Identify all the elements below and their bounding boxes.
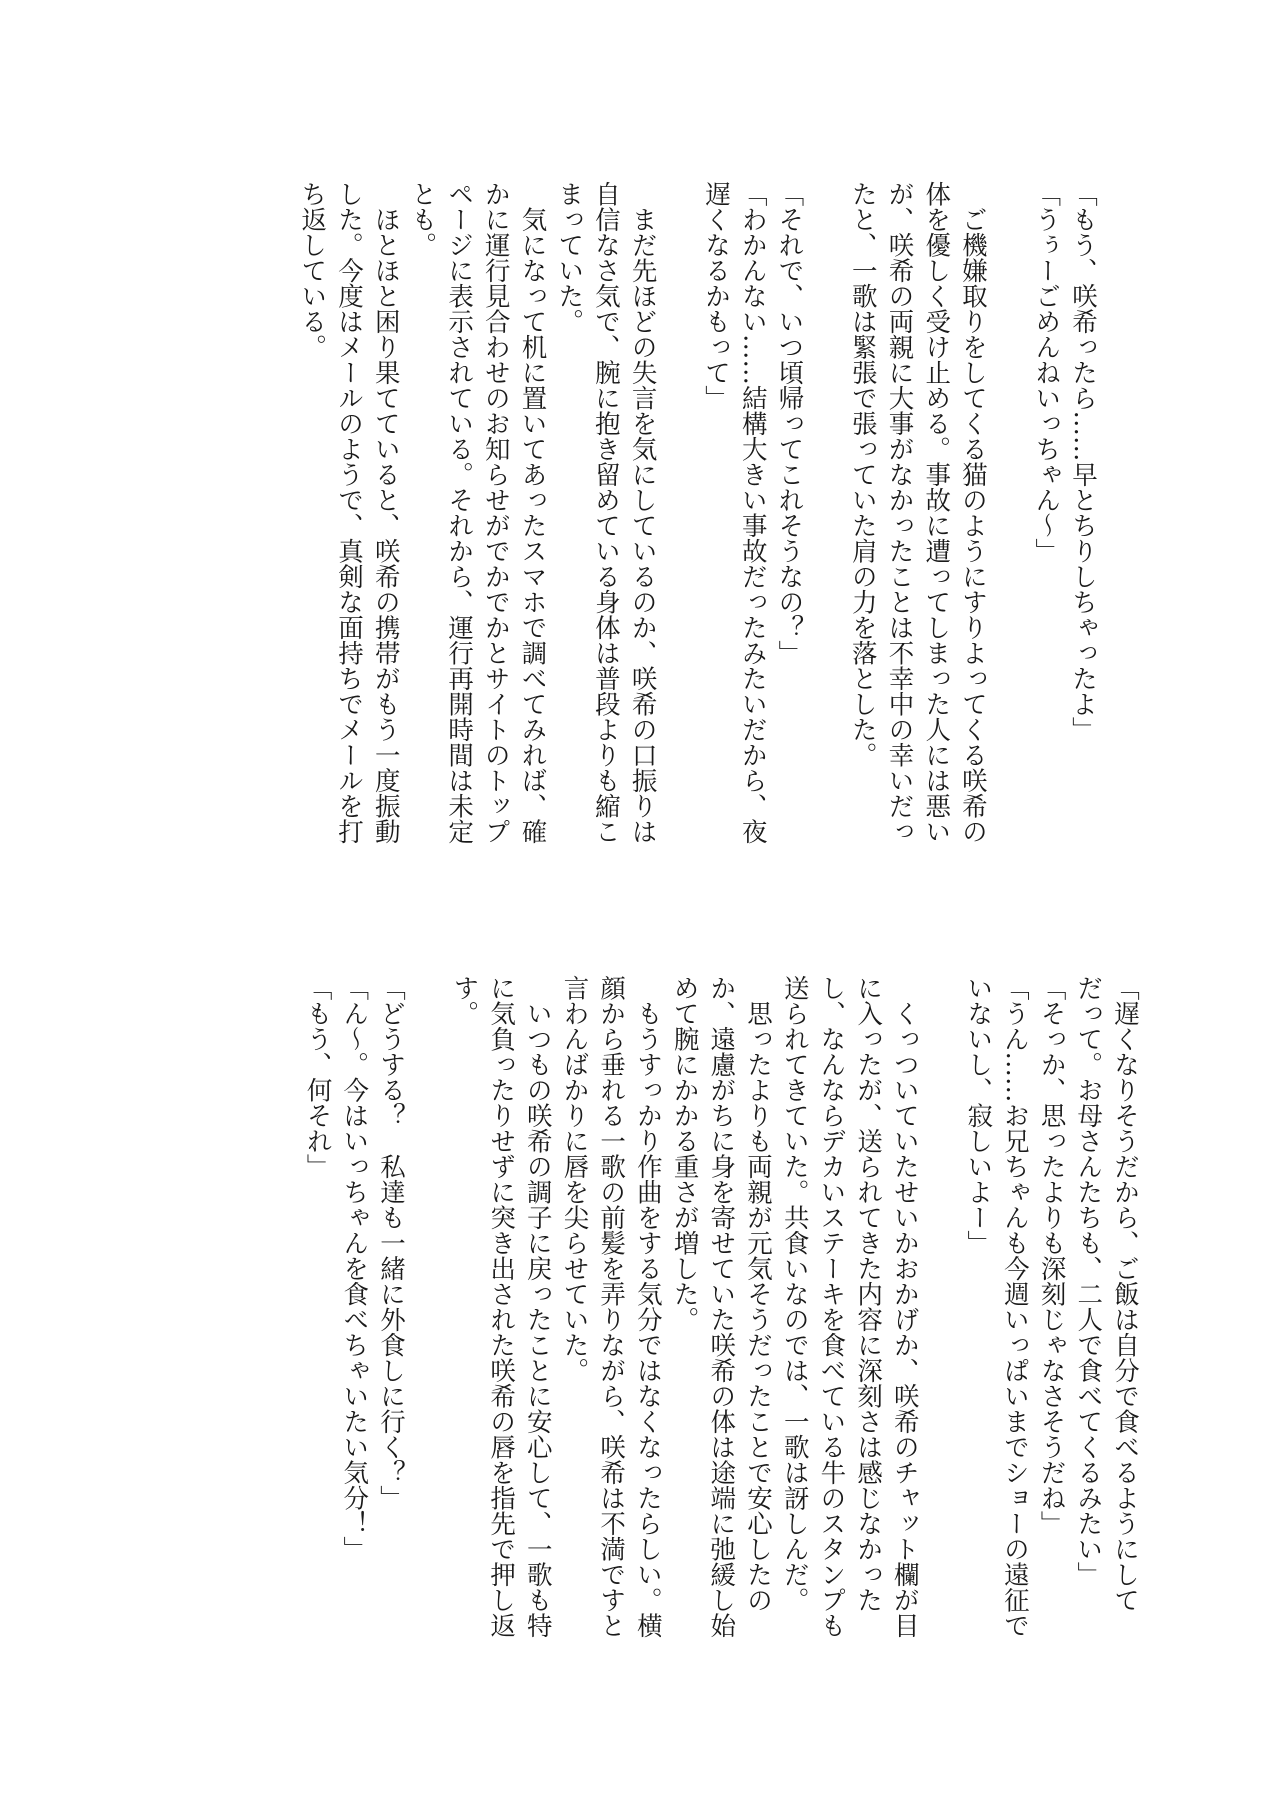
text-line: だって。お母さんたちも、二人で食べてくるみたい」 <box>1073 975 1104 1587</box>
text-line: 「どうする？ 私達も一緒に外食しに行く？」 <box>375 975 406 1511</box>
text-line: した。今度はメールのようで、真剣な面持ちでメールを打 <box>333 181 364 844</box>
text-line: 自信なさ気で、腕に抱き留めている身体は普段よりも縮こ <box>590 181 621 844</box>
text-line: いないし、寂しいよー」 <box>963 975 994 1256</box>
text-line: 「それで、いつ頃帰ってこれそうなの？」 <box>774 181 805 666</box>
text-line: か、遠慮がちに身を寄せていた咲希の体は途端に弛緩し始 <box>706 975 737 1638</box>
text-block-bottom <box>298 975 1143 1675</box>
text-line: まっていた。 <box>554 181 585 334</box>
blank-line <box>409 975 446 1675</box>
text-line: 「わかんない……結構大きい事故だったみたいだから、夜 <box>737 181 768 844</box>
text-line: 顔から垂れる一歌の前髪を弄りながら、咲希は不満ですと <box>596 975 627 1638</box>
text-line: 「うん……お兄ちゃんも今週いっぱいまでショーの遠征で <box>999 975 1030 1638</box>
text-line: す。 <box>449 975 480 1026</box>
text-line: ページに表示されている。それから、運行再開時間は未定 <box>444 181 475 844</box>
text-line: し、なんならデカいステーキを食べている牛のスタンプも <box>816 975 847 1638</box>
text-line: 「もう、咲希ったら……早とちりしちゃったよ」 <box>1068 181 1098 742</box>
text-line: 送られてきていた。共食いなのでは、一歌は訝しんだ。 <box>779 975 810 1613</box>
text-line: たと、一歌は緊張で張っていた肩の力を落とした。 <box>847 181 878 768</box>
text-line: 言わんばかりに唇を尖らせていた。 <box>559 975 590 1383</box>
text-line: いつもの咲希の調子に戻ったことに安心して、一歌も特 <box>522 975 553 1638</box>
text-line: 思ったよりも両親が元気そうだったことで安心したの <box>742 975 773 1613</box>
text-line: に入ったが、送られてきた内容に深刻さは感じなかった <box>853 975 884 1613</box>
text-line: かに運行見合わせのお知らせがでかでかとサイトのトップ <box>480 181 511 844</box>
text-block-top <box>293 181 1101 881</box>
text-line: 「もう、何それ」 <box>302 975 333 1179</box>
text-line: に気負ったりせずに突き出された咲希の唇を指先で押し返 <box>486 975 517 1638</box>
text-line: まだ先ほどの失言を気にしているのか、咲希の口振りは <box>627 181 658 844</box>
text-line: 「遅くなりそうだから、ご飯は自分で食べるようにして <box>1110 975 1140 1613</box>
blank-line <box>807 181 844 881</box>
text-line: 体を優しく受け止める。事故に遭ってしまった人には悪い <box>921 181 952 844</box>
blank-line <box>991 181 1028 881</box>
text-line: 「そっか、思ったよりも深刻じゃなさそうだね」 <box>1036 975 1067 1536</box>
text-line: 「うぅーごめんねいっちゃん〜」 <box>1031 181 1062 564</box>
blank-line <box>661 181 698 881</box>
text-line: めて腕にかかる重さが増した。 <box>669 975 700 1332</box>
text-line: ご機嫌取りをしてくる猫のようにすりよってくる咲希の <box>957 181 988 844</box>
text-line: もうすっかり作曲をする気分ではなくなったらしい。横 <box>632 975 663 1638</box>
text-line: が、咲希の両親に大事がなかったことは不幸中の幸いだっ <box>884 181 915 844</box>
text-line: ち返している。 <box>297 181 328 360</box>
text-line: 遅くなるかもって」 <box>701 181 731 411</box>
text-line: 「ん〜。今はいっちゃんを食べちゃいたい気分！」 <box>339 975 370 1562</box>
blank-line <box>923 975 960 1675</box>
text-line: ほとほと困り果てていると、咲希の携帯がもう一度振動 <box>370 181 401 844</box>
text-line: くっついていたせいかおかげか、咲希のチャット欄が目 <box>889 975 920 1638</box>
text-line: とも。 <box>407 181 438 258</box>
text-line: 気になって机に置いてあったスマホで調べてみれば、確 <box>517 181 548 844</box>
